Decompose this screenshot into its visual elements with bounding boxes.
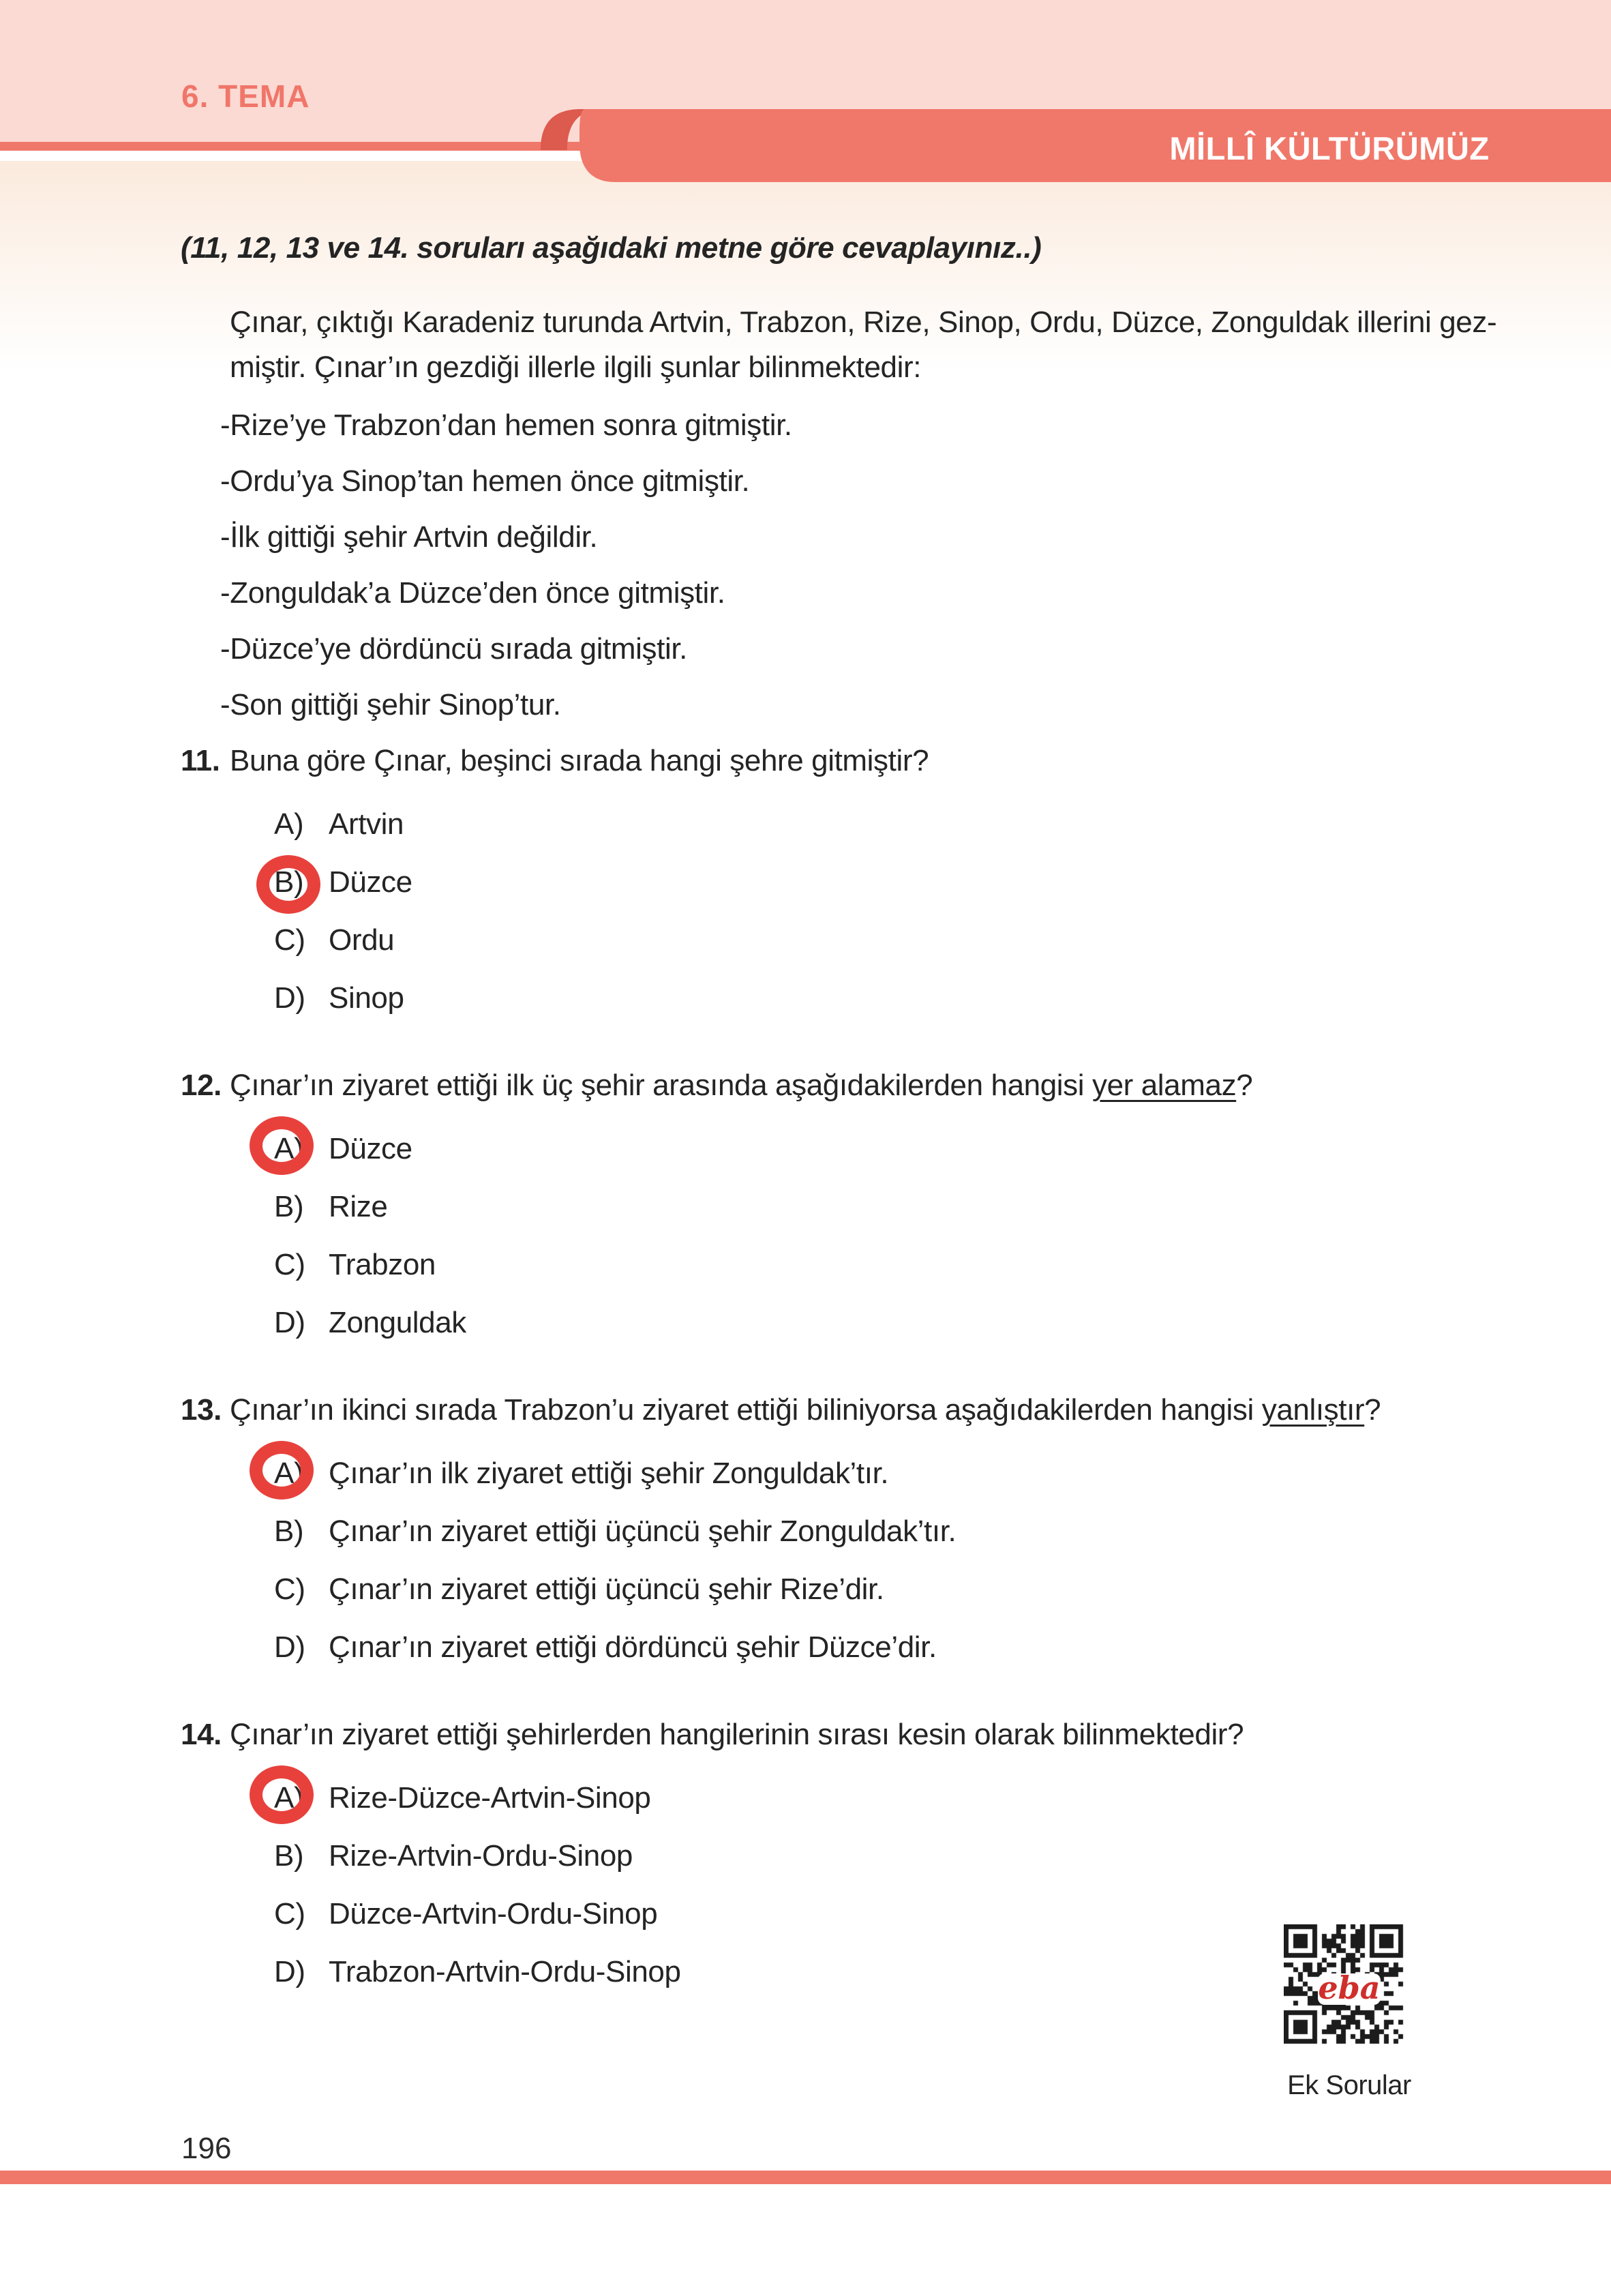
option-text: Düzce-Artvin-Ordu-Sinop xyxy=(329,1897,658,1930)
option-text: Ordu xyxy=(329,923,395,957)
option-text: Çınar’ın ziyaret ettiği dördüncü şehir Düzce’dir. xyxy=(329,1630,937,1664)
fact-item: -Zonguldak’a Düzce’den önce gitmiştir. xyxy=(220,576,725,610)
question-text: Çınar’ın ziyaret ettiği şehirlerden hangilerinin sırası kesin olarak bilinmektedir? xyxy=(230,1718,1244,1751)
option-c xyxy=(230,1573,1541,1606)
option-a xyxy=(230,808,1541,841)
question-text: Buna göre Çınar, beşinci sırada hangi şehre gitmiştir? xyxy=(230,744,929,777)
option-text: Zonguldak xyxy=(329,1306,466,1339)
passage-line: Çınar, çıktığı Karadeniz turunda Artvin, Trabzon, Rize, Sinop, Ordu, Düzce, Zonguldak illerini gez- xyxy=(230,305,1497,339)
banner-title: MİLLÎ KÜLTÜRÜMÜZ xyxy=(1169,130,1490,166)
question-number: 13. xyxy=(181,1393,222,1427)
qr-caption: Ek Sorular xyxy=(1287,2070,1411,2100)
option-letter xyxy=(274,1631,329,1664)
option-letter xyxy=(274,1515,329,1548)
option-text: Rize-Artvin-Ordu-Sinop xyxy=(329,1839,633,1873)
question-11 xyxy=(181,745,1541,1015)
option-letter xyxy=(274,1249,329,1281)
question-text-post: ? xyxy=(1236,1069,1253,1102)
option-text: Çınar’ın ziyaret ettiği üçüncü şehir Zonguldak’tır. xyxy=(329,1515,957,1548)
option-letter-text: C) xyxy=(274,1572,305,1606)
option-letter xyxy=(274,866,329,899)
option-letter xyxy=(274,1782,329,1815)
option-b xyxy=(230,866,1541,899)
option-letter-text: A) xyxy=(274,807,304,841)
fact-item: -Düzce’ye dördüncü sırada gitmiştir. xyxy=(220,632,688,666)
fact-list xyxy=(181,409,1541,721)
question-text-pre: Çınar’ın ikinci sırada Trabzon’u ziyaret ettiği biliniyorsa aşağıdakilerden hangisi xyxy=(230,1393,1262,1427)
option-text: Düzce xyxy=(329,865,412,899)
option-letter-text: A) xyxy=(274,1457,304,1490)
option-text: Çınar’ın ilk ziyaret ettiği şehir Zonguldak’tır. xyxy=(329,1457,889,1490)
eba-logo-text: eba xyxy=(1318,1969,1381,2006)
question-text-post: ? xyxy=(1364,1393,1381,1427)
option-letter xyxy=(274,924,329,957)
header-white-rule xyxy=(0,151,594,161)
question-number: 14. xyxy=(181,1718,222,1751)
question-text-underlined: yer alamaz xyxy=(1091,1069,1237,1102)
option-letter xyxy=(274,1898,329,1930)
option-c xyxy=(230,924,1541,957)
option-a xyxy=(230,1133,1541,1165)
option-letter xyxy=(274,1191,329,1223)
question-number: 12. xyxy=(181,1069,222,1102)
option-letter-text: A) xyxy=(274,1132,304,1165)
question-text xyxy=(230,1393,1381,1427)
option-letter-text: B) xyxy=(274,1190,304,1223)
passage-line: miştir. Çınar’ın gezdiği illerle ilgili şunlar bilinmektedir: xyxy=(230,351,922,384)
option-letter-text: B) xyxy=(274,865,304,899)
page-content xyxy=(181,232,1541,2014)
option-text: Artvin xyxy=(329,807,404,841)
option-d xyxy=(230,1631,1541,1664)
option-text: Rize-Düzce-Artvin-Sinop xyxy=(329,1781,651,1815)
option-d xyxy=(230,982,1541,1015)
question-12 xyxy=(181,1069,1541,1339)
passage xyxy=(181,300,1541,390)
option-letter-text: C) xyxy=(274,1248,305,1281)
option-letter-text: D) xyxy=(274,981,305,1015)
option-letter-text: C) xyxy=(274,923,305,957)
option-letter xyxy=(274,1840,329,1873)
intro-note: (11, 12, 13 ve 14. soruları aşağıdaki metne göre cevaplayınız..) xyxy=(181,231,1042,265)
option-letter-text: D) xyxy=(274,1630,305,1664)
option-letter xyxy=(274,982,329,1015)
option-letter xyxy=(274,1573,329,1606)
fact-item: -Son gittiği şehir Sinop’tur. xyxy=(220,688,561,721)
eba-logo xyxy=(1318,1969,1381,2006)
option-a xyxy=(230,1457,1541,1490)
question-13 xyxy=(181,1394,1541,1664)
option-letter xyxy=(274,1457,329,1490)
fact-item: -Rize’ye Trabzon’dan hemen sonra gitmiştir. xyxy=(220,408,792,442)
option-b xyxy=(230,1191,1541,1223)
header-coral-rule xyxy=(0,142,581,151)
option-text: Rize xyxy=(329,1190,388,1223)
option-text: Düzce xyxy=(329,1132,412,1165)
option-b xyxy=(230,1840,1541,1873)
qr-block xyxy=(1284,1924,1415,2101)
option-b xyxy=(230,1515,1541,1548)
option-letter xyxy=(274,1307,329,1339)
option-d xyxy=(230,1307,1541,1339)
page-number: 196 xyxy=(181,2132,232,2165)
option-letter-text: C) xyxy=(274,1897,305,1930)
fact-item: -İlk gittiği şehir Artvin değildir. xyxy=(220,520,598,554)
option-text: Trabzon xyxy=(329,1248,436,1281)
footer-coral-bar xyxy=(0,2171,1611,2184)
option-text: Trabzon-Artvin-Ordu-Sinop xyxy=(329,1955,681,1988)
question-number: 11. xyxy=(181,744,220,777)
question-text xyxy=(230,1069,1252,1102)
option-letter xyxy=(274,1956,329,1988)
question-text-pre: Çınar’ın ziyaret ettiği ilk üç şehir arasında aşağıdakilerden hangisi xyxy=(230,1069,1092,1102)
option-a xyxy=(230,1782,1541,1815)
option-c xyxy=(230,1249,1541,1281)
option-letter-text: B) xyxy=(274,1839,304,1873)
question-text-underlined: yanlıştır xyxy=(1261,1393,1365,1427)
fact-item: -Ordu’ya Sinop’tan hemen önce gitmiştir. xyxy=(220,464,750,498)
options-list xyxy=(230,808,1541,1015)
option-letter xyxy=(274,808,329,841)
options-list xyxy=(230,1133,1541,1339)
options-list xyxy=(230,1457,1541,1664)
option-letter-text: D) xyxy=(274,1955,305,1988)
option-letter-text: B) xyxy=(274,1515,304,1548)
option-letter xyxy=(274,1133,329,1165)
tema-label: 6. TEMA xyxy=(181,78,310,114)
option-letter-text: D) xyxy=(274,1306,305,1339)
option-text: Çınar’ın ziyaret ettiği üçüncü şehir Rize’dir. xyxy=(329,1572,884,1606)
option-letter-text: A) xyxy=(274,1781,304,1815)
option-text: Sinop xyxy=(329,981,404,1015)
